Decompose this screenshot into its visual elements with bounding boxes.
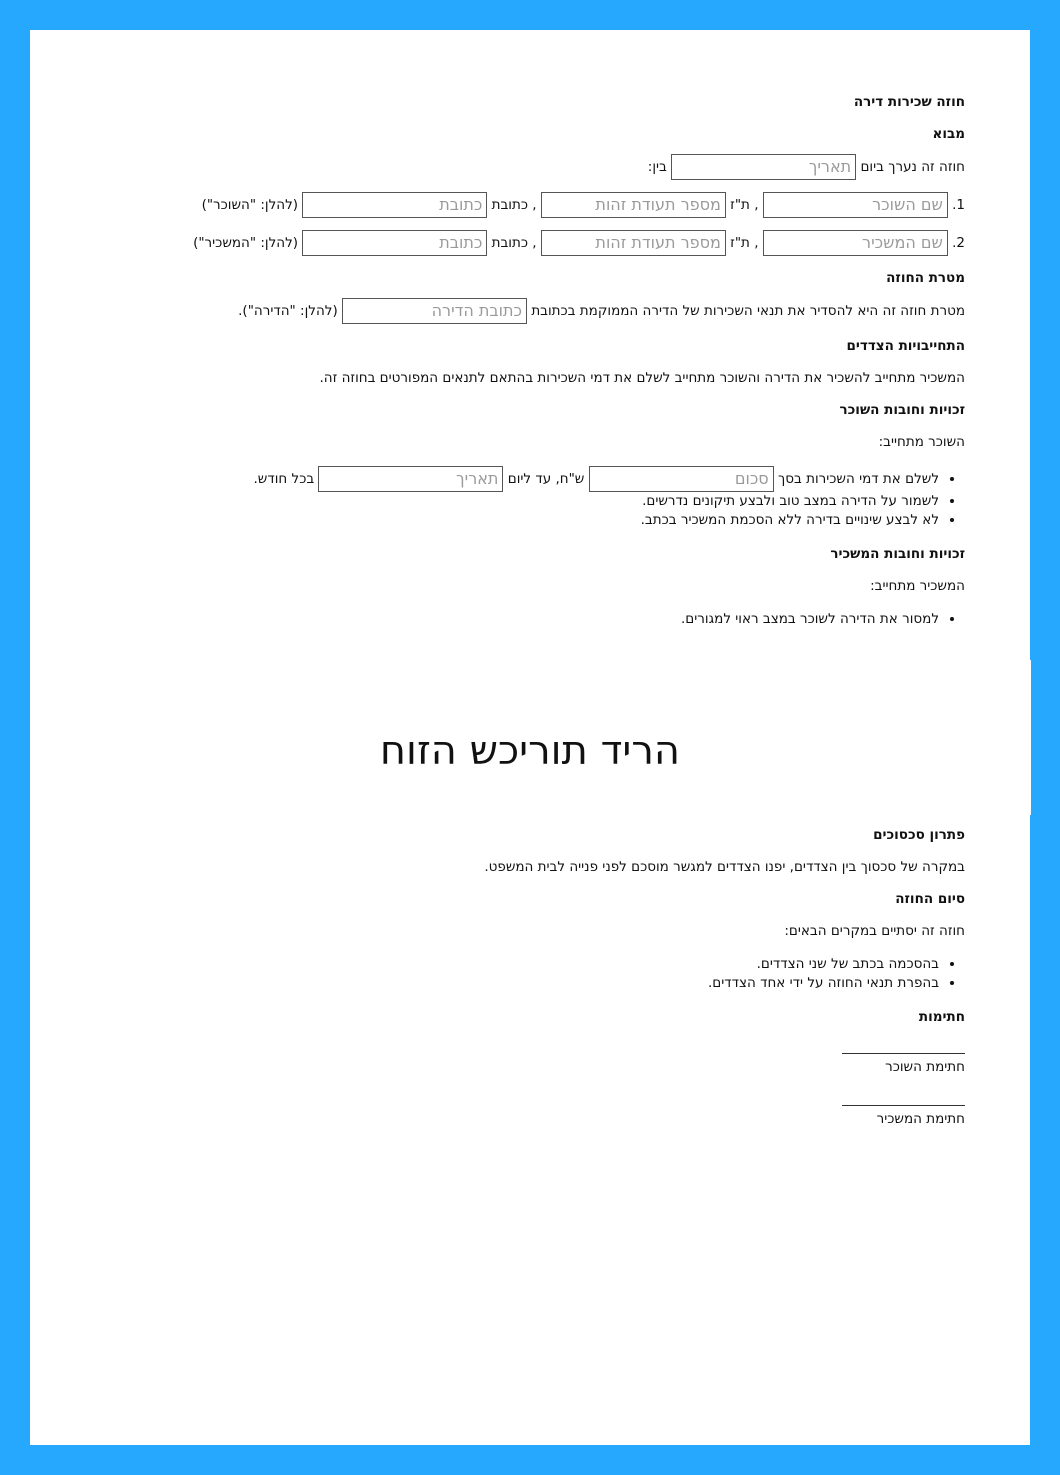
tenant-address-input[interactable]: כתובת (302, 192, 487, 218)
payment-date-input[interactable]: תאריך (318, 466, 503, 492)
rent-amount-input[interactable]: סכום (589, 466, 774, 492)
pay-text-middle: ש"ח, עד ליום (507, 471, 585, 487)
tenant-obligations-list (125, 466, 965, 530)
contract-content-continued (125, 827, 965, 1127)
pay-text-after: בכל חודש. (253, 471, 315, 487)
apartment-address-input[interactable]: כתובת הדירה (342, 298, 527, 324)
id-label: , ת"ז (730, 235, 759, 251)
tenant-intro: השוכר מתחייב: (878, 434, 965, 450)
termination-list (125, 955, 965, 993)
landlord-name-input[interactable]: שם המשכיר (763, 230, 948, 256)
contract-date-input[interactable]: תאריך (671, 154, 856, 180)
party-number: 2. (952, 235, 965, 251)
pay-text-before: לשלם את דמי השכירות בסך (777, 471, 939, 487)
address-label: , כתובת (491, 235, 537, 251)
tenant-name-input[interactable]: שם השוכר (763, 192, 948, 218)
document-title: חוזה שכירות דירה (853, 94, 965, 110)
disputes-text: במקרה של סכסוך בין הצדדים, יפנו הצדדים למגשר מוסכם לפני פנייה לבית המשפט. (484, 859, 965, 875)
intro-text-after: בין: (647, 159, 667, 175)
large-heading: חוזה שכירות דירה (379, 728, 681, 774)
address-label: , כתובת (491, 197, 537, 213)
tenant-heading: זכויות וחובות השוכר (839, 402, 965, 418)
list-item: • לשמור על הדירה במצב טוב ולבצע תיקונים נדרשים. (125, 492, 939, 511)
landlord-id-input[interactable]: מספר תעודת זהות (541, 230, 726, 256)
tenant-signature-line[interactable] (842, 1053, 965, 1054)
intro-text-before: חוזה זה נערך ביום (860, 159, 965, 175)
id-label: , ת"ז (730, 197, 759, 213)
purpose-text-before: מטרת חוזה זה היא להסדיר את תנאי השכירות של הדירה הממוקמת בכתובת (531, 303, 965, 319)
tenant-id-input[interactable]: מספר תעודת זהות (541, 192, 726, 218)
termination-heading: סיום החוזה (895, 891, 965, 907)
list-item: • בהפרת תנאי החוזה על ידי אחד הצדדים. (125, 974, 939, 993)
disputes-heading: פתרון סכסוכים (873, 827, 965, 843)
landlord-signature-label: חתימת המשכיר (876, 1111, 965, 1127)
document-page (30, 30, 1030, 1445)
page-edge-mark (1029, 660, 1031, 815)
landlord-intro: המשכיר מתחייב: (870, 578, 965, 594)
purpose-text-after: (להלן: "הדירה"). (238, 303, 338, 319)
landlord-obligations-list (125, 610, 965, 629)
list-item (125, 466, 939, 492)
party-row-tenant (125, 192, 965, 218)
landlord-role-label: (להלן: "המשכיר") (193, 235, 299, 251)
obligations-heading: התחייבויות הצדדים (846, 338, 965, 354)
list-item: • למסור את הדירה לשוכר במצב ראוי למגורים. (125, 610, 939, 629)
obligations-text: המשכיר מתחייב להשכיר את הדירה והשוכר מתחייב לשלם את דמי השכירות בהתאם לתנאים המפורטים בחוזה זה. (319, 370, 965, 386)
party-row-landlord (125, 230, 965, 256)
intro-line (125, 154, 965, 180)
termination-intro: חוזה זה יסתיים במקרים הבאים: (784, 923, 965, 939)
purpose-heading: מטרת החוזה (886, 270, 965, 286)
intro-heading: מבוא (932, 126, 965, 142)
landlord-signature-line[interactable] (842, 1105, 965, 1106)
landlord-signature-block (125, 1105, 965, 1127)
list-item: • לא לבצע שינויים בדירה ללא הסכמת המשכיר בכתב. (125, 511, 939, 530)
tenant-signature-block (125, 1053, 965, 1075)
party-number: 1. (952, 197, 965, 213)
tenant-role-label: (להלן: "השוכר") (201, 197, 299, 213)
list-item: • בהסכמה בכתב של שני הצדדים. (125, 955, 939, 974)
landlord-address-input[interactable]: כתובת (302, 230, 487, 256)
landlord-heading: זכויות וחובות המשכיר (830, 546, 965, 562)
signatures-heading: חתימות (918, 1009, 965, 1025)
contract-content (125, 94, 965, 629)
tenant-signature-label: חתימת השוכר (885, 1059, 965, 1075)
purpose-line (125, 298, 965, 324)
